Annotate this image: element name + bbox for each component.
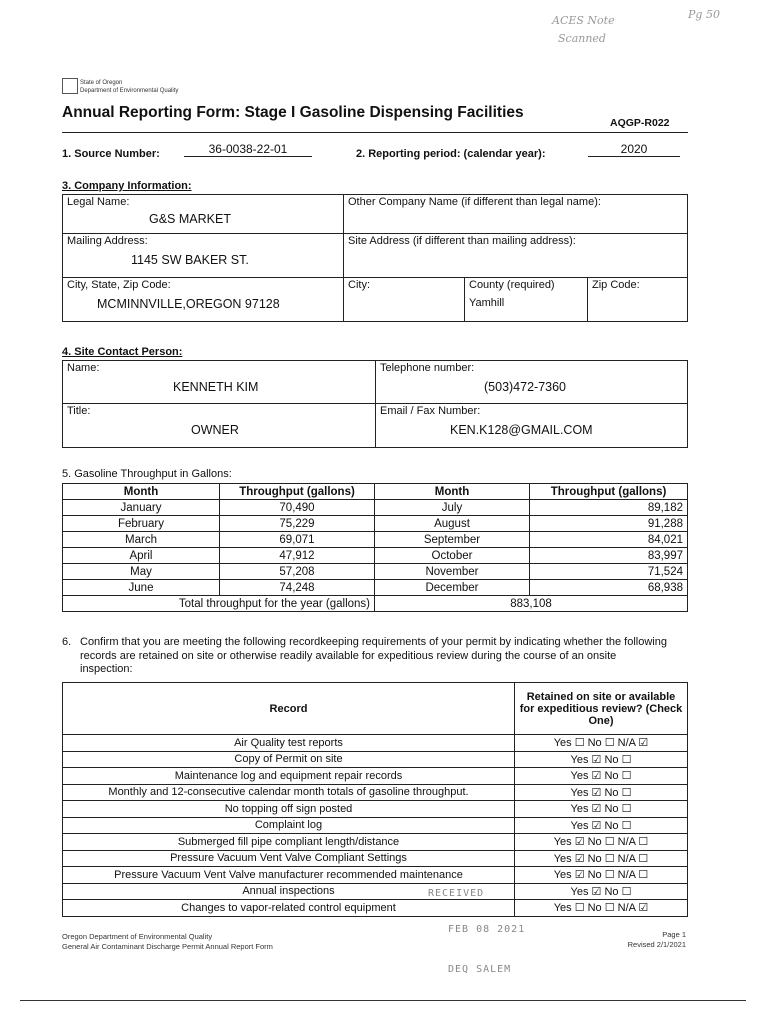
record-row [63, 900, 688, 917]
throughput-cell: 70,490 [220, 500, 375, 516]
record-row [63, 751, 688, 768]
throughput-heading: 5. Gasoline Throughput in Gallons: [62, 468, 232, 480]
handwritten-note-c: Pg 50 [688, 8, 720, 21]
footer-form: General Air Contaminant Discharge Permit Annual Report Form [62, 942, 273, 951]
throughput-cell: 47,912 [220, 548, 375, 564]
csz-label: City, State, Zip Code: [67, 279, 171, 291]
record-checkbox-set[interactable]: Yes ☐ No ☐ N/A ☑ [515, 900, 688, 917]
total-label: Total throughput for the year (gallons) [63, 596, 375, 612]
throughput-cell: 91,288 [530, 516, 688, 532]
legal-name-cell [63, 195, 344, 234]
handwritten-note-b: Scanned [558, 32, 606, 45]
record-checkbox-set[interactable]: Yes ☑ No ☐ [515, 801, 688, 818]
record-name: Annual inspections [63, 883, 515, 900]
throughput-cell: 83,997 [530, 548, 688, 564]
throughput-cell: 84,021 [530, 532, 688, 548]
throughput-row [63, 516, 688, 532]
company-table [62, 194, 688, 322]
source-number-label: 1. Source Number: [62, 148, 160, 160]
throughput-cell: 69,071 [220, 532, 375, 548]
phone-value: (503)472-7360 [484, 380, 567, 394]
throughput-cell: 57,208 [220, 564, 375, 580]
col-retained: Retained on site or available for expeditious review? (Check One) [515, 683, 688, 735]
record-checkbox-set[interactable]: Yes ☑ No ☐ [515, 751, 688, 768]
site-address-label: Site Address (if different than mailing address): [348, 235, 576, 247]
month-cell: October [375, 548, 530, 564]
record-checkbox-set[interactable]: Yes ☑ No ☐ [515, 768, 688, 785]
record-row [63, 768, 688, 785]
form-number: AQGP-R022 [610, 117, 670, 129]
received-date-stamp: FEB 08 2021 [448, 924, 526, 935]
col-record: Record [63, 683, 515, 735]
month-cell: April [63, 548, 220, 564]
record-checkbox-set[interactable]: Yes ☑ No ☐ [515, 817, 688, 834]
site-address-cell [344, 234, 688, 278]
record-name: Monthly and 12-consecutive calendar month totals of gasoline throughput. [63, 784, 515, 801]
records-table [62, 682, 688, 917]
agency-state: State of Oregon [80, 80, 123, 86]
email-label: Email / Fax Number: [380, 405, 481, 417]
record-row [63, 735, 688, 752]
record-checkbox-set[interactable]: Yes ☑ No ☐ N/A ☐ [515, 867, 688, 884]
title-rule [62, 132, 688, 133]
record-checkbox-set[interactable]: Yes ☑ No ☐ [515, 883, 688, 900]
footer-dept: Oregon Department of Environmental Quality [62, 932, 213, 941]
record-checkbox-set[interactable]: Yes ☐ No ☐ N/A ☑ [515, 735, 688, 752]
throughput-cell: 68,938 [530, 580, 688, 596]
record-checkbox-set[interactable]: Yes ☑ No ☐ N/A ☐ [515, 834, 688, 851]
county-value: Yamhill [469, 297, 505, 309]
total-value: 883,108 [375, 596, 688, 612]
record-name: Maintenance log and equipment repair records [63, 768, 515, 785]
email-cell [376, 404, 688, 448]
city-label: City: [348, 279, 370, 291]
county-cell [465, 278, 588, 322]
record-checkbox-set[interactable]: Yes ☑ No ☐ [515, 784, 688, 801]
scan-edge-line [20, 1000, 746, 1001]
mailing-cell [63, 234, 344, 278]
record-row [63, 834, 688, 851]
legal-name-value: G&S MARKET [149, 212, 231, 226]
footer-page: Page 1 [662, 930, 686, 939]
col-month-1: Month [63, 484, 220, 500]
throughput-table [62, 483, 688, 612]
record-row [63, 867, 688, 884]
other-name-label: Other Company Name (if different than legal name): [348, 196, 601, 208]
agency-department: Department of Environmental Quality [80, 88, 179, 94]
office-stamp: DEQ SALEM [448, 964, 512, 975]
county-label: County (required) [469, 279, 555, 291]
city-cell [344, 278, 465, 322]
contact-name-cell [63, 361, 376, 404]
contact-name-label: Name: [67, 362, 100, 374]
company-heading: 3. Company Information: [62, 180, 192, 192]
record-name: Copy of Permit on site [63, 751, 515, 768]
mailing-value: 1145 SW BAKER ST. [131, 253, 249, 267]
email-value: KEN.K128@GMAIL.COM [450, 423, 593, 437]
throughput-cell: 74,248 [220, 580, 375, 596]
col-throughput-2: Throughput (gallons) [530, 484, 688, 500]
handwritten-note-a: ACES Note [552, 14, 615, 27]
zip-label: Zip Code: [592, 279, 640, 291]
record-name: Changes to vapor-related control equipment [63, 900, 515, 917]
month-cell: January [63, 500, 220, 516]
zip-cell [588, 278, 688, 322]
contact-title-value: OWNER [191, 423, 239, 437]
month-cell: November [375, 564, 530, 580]
record-row [63, 817, 688, 834]
throughput-row [63, 500, 688, 516]
csz-cell [63, 278, 344, 322]
reporting-period-label: 2. Reporting period: (calendar year): [356, 148, 546, 160]
throughput-cell: 75,229 [220, 516, 375, 532]
record-row [63, 801, 688, 818]
month-cell: July [375, 500, 530, 516]
throughput-cell: 71,524 [530, 564, 688, 580]
throughput-row [63, 564, 688, 580]
phone-label: Telephone number: [380, 362, 475, 374]
form-title: Annual Reporting Form: Stage I Gasoline Dispensing Facilities [62, 104, 524, 121]
month-cell: February [63, 516, 220, 532]
other-name-cell [344, 195, 688, 234]
record-name: Pressure Vacuum Vent Valve manufacturer recommended maintenance [63, 867, 515, 884]
contact-title-cell [63, 404, 376, 448]
csz-value: MCMINNVILLE,OREGON 97128 [97, 297, 280, 311]
legal-name-label: Legal Name: [67, 196, 130, 208]
contact-name-value: KENNETH KIM [173, 380, 259, 394]
throughput-cell: 89,182 [530, 500, 688, 516]
month-cell: May [63, 564, 220, 580]
throughput-row [63, 532, 688, 548]
month-cell: August [375, 516, 530, 532]
record-row [63, 784, 688, 801]
month-cell: June [63, 580, 220, 596]
footer-revised: Revised 2/1/2021 [627, 940, 686, 949]
throughput-row [63, 580, 688, 596]
contact-title-label: Title: [67, 405, 91, 417]
section6-number: 6. [62, 636, 72, 648]
section6-text: Confirm that you are meeting the following recordkeeping requirements of your permit by indicating whether the following records are retained on site or otherwise readily available for expeditious review during the course of an onsite inspection: [80, 636, 667, 675]
record-checkbox-set[interactable]: Yes ☑ No ☐ N/A ☐ [515, 850, 688, 867]
received-stamp: RECEIVED [428, 888, 485, 899]
reporting-period-value: 2020 [588, 142, 680, 157]
contact-table [62, 360, 688, 448]
oregon-seal-icon [62, 78, 78, 94]
month-cell: September [375, 532, 530, 548]
record-name: No topping off sign posted [63, 801, 515, 818]
record-name: Pressure Vacuum Vent Valve Compliant Settings [63, 850, 515, 867]
record-row [63, 883, 688, 900]
source-number-value: 36-0038-22-01 [184, 142, 312, 157]
phone-cell [376, 361, 688, 404]
record-name: Submerged fill pipe compliant length/distance [63, 834, 515, 851]
record-row [63, 850, 688, 867]
month-cell: March [63, 532, 220, 548]
mailing-label: Mailing Address: [67, 235, 148, 247]
col-month-2: Month [375, 484, 530, 500]
record-name: Complaint log [63, 817, 515, 834]
col-throughput-1: Throughput (gallons) [220, 484, 375, 500]
throughput-row [63, 548, 688, 564]
month-cell: December [375, 580, 530, 596]
contact-heading: 4. Site Contact Person: [62, 346, 183, 358]
record-name: Air Quality test reports [63, 735, 515, 752]
